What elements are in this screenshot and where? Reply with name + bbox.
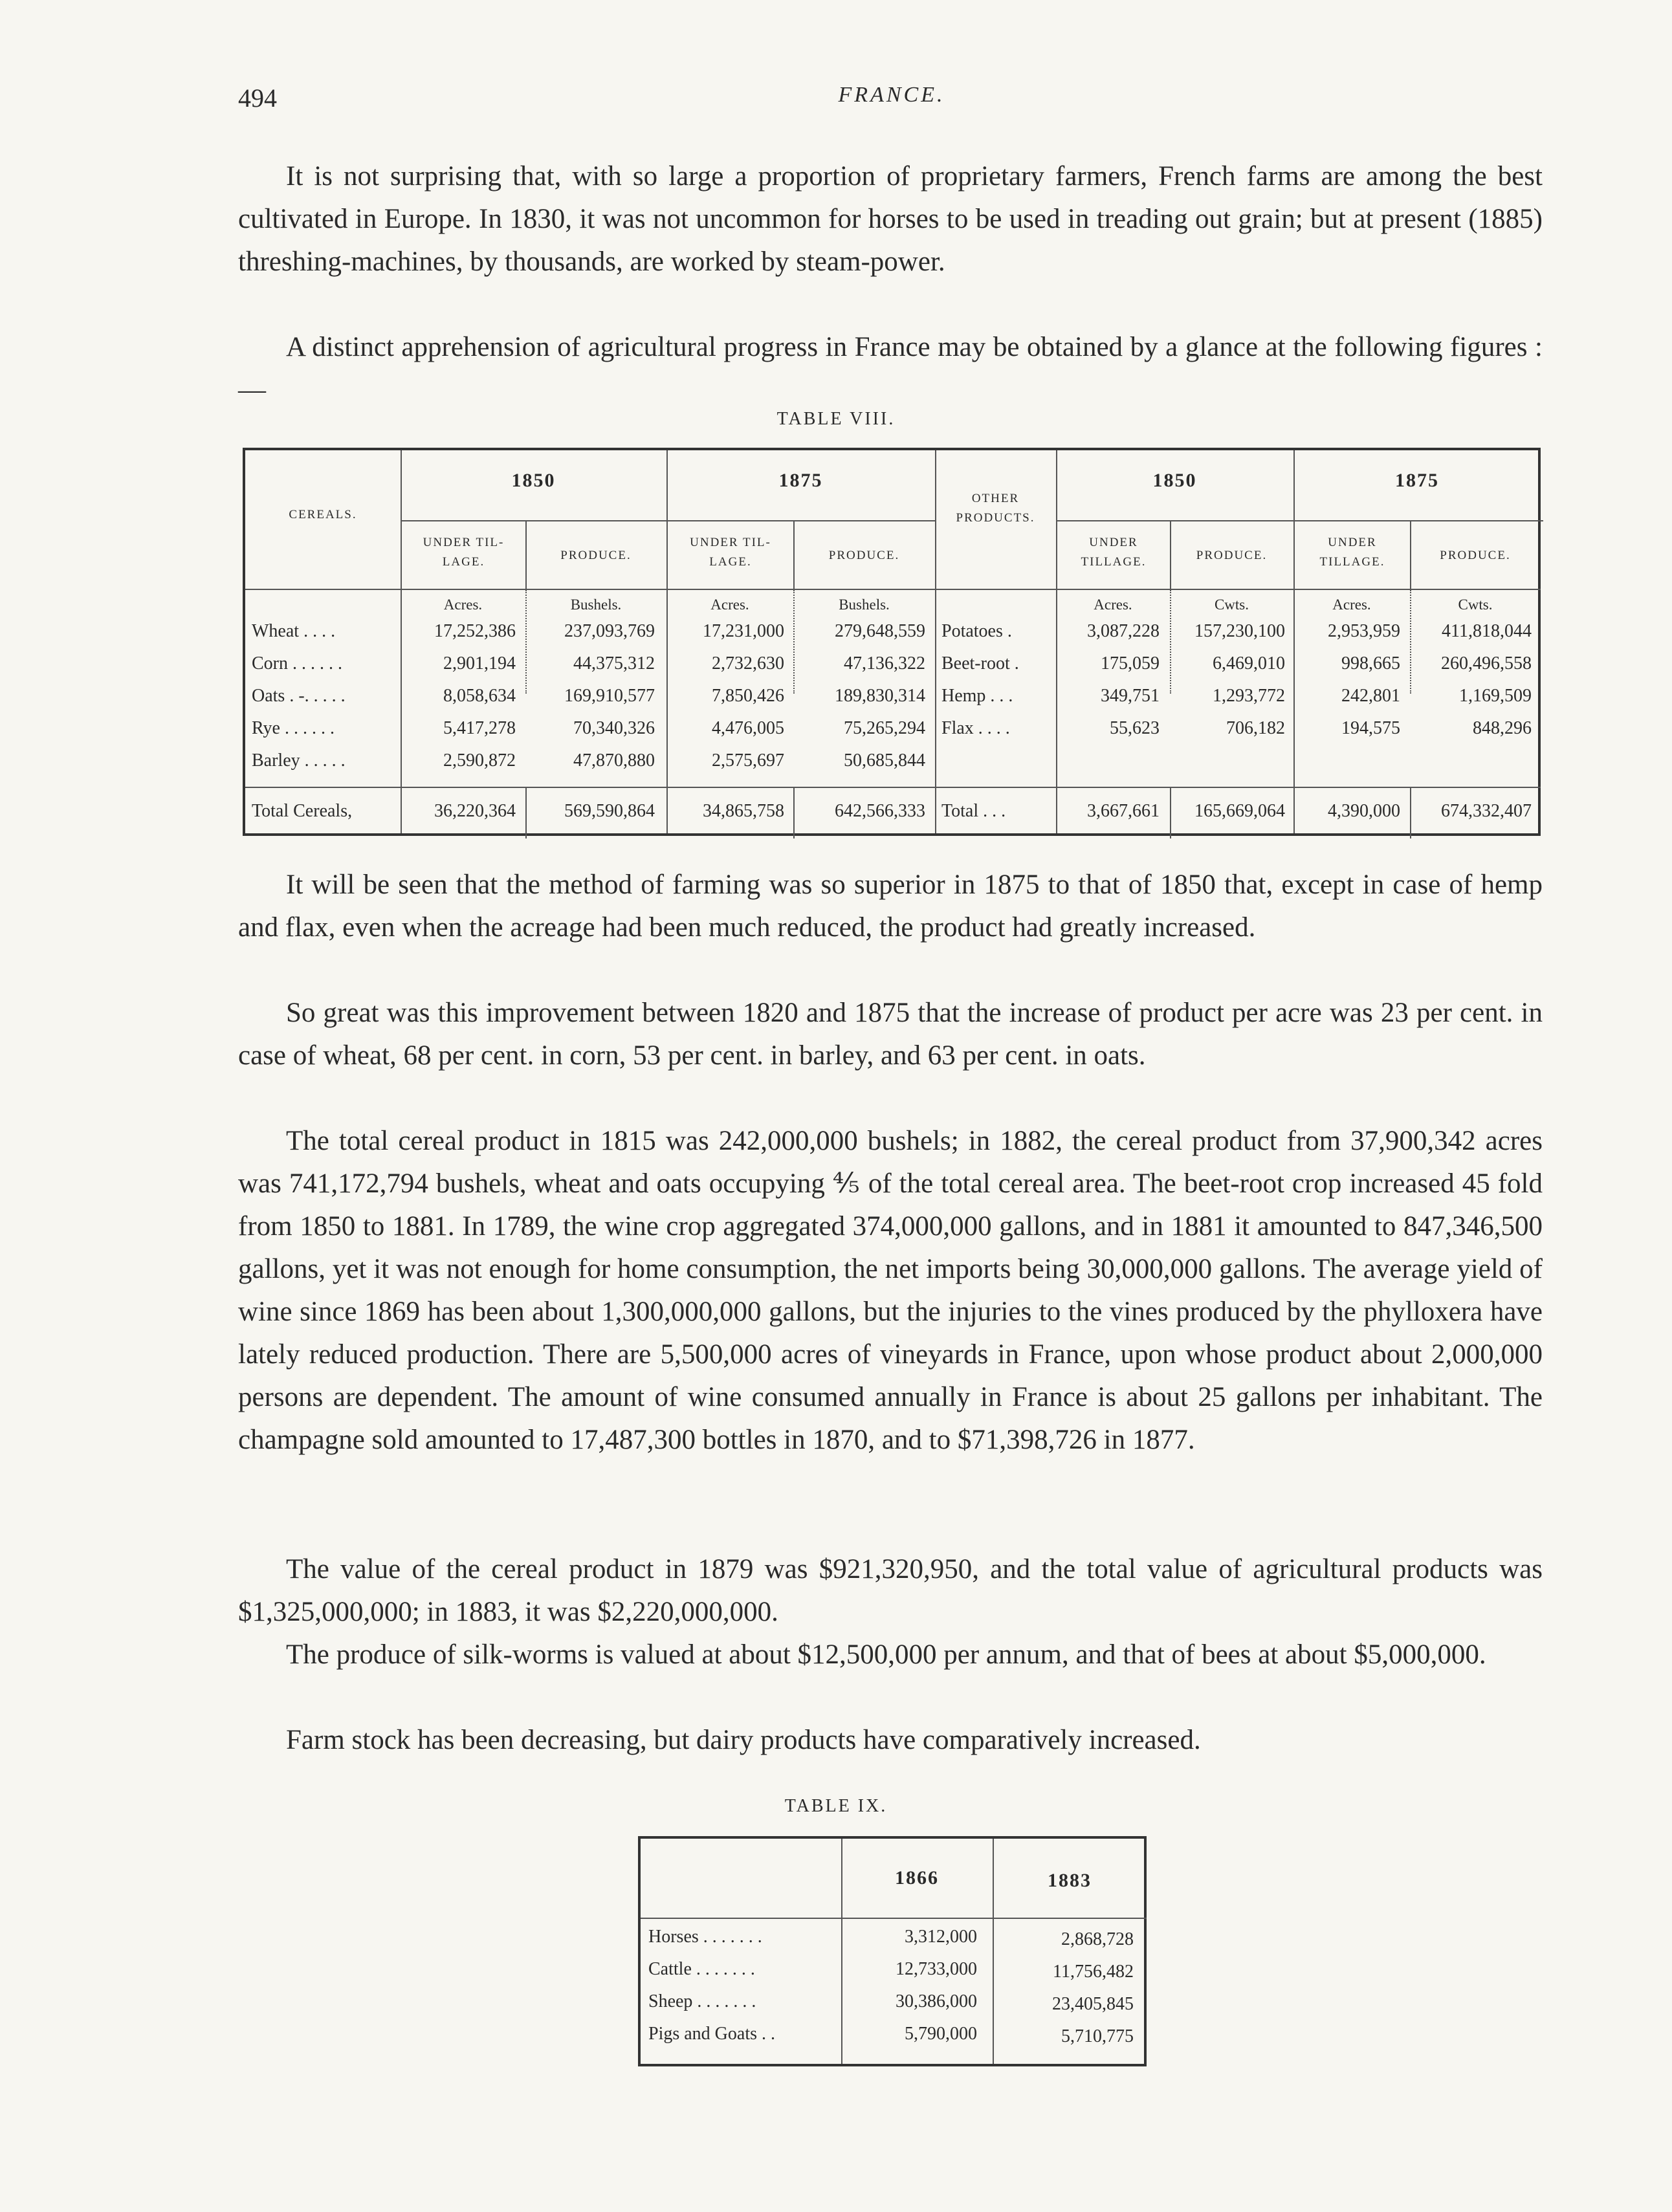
subheader: UNDER TIL-LAGE. [690, 536, 771, 569]
unit-label: Cwts. [1214, 597, 1249, 613]
subheader: PRODUCE. [1196, 549, 1268, 562]
table-cell: 279,648,559 [835, 621, 925, 641]
table-cell: 4,476,005 [712, 718, 784, 738]
paragraph: Farm stock has been decreasing, but dairy products have comparatively increased. [286, 1725, 1201, 1755]
table-cell: 189,830,314 [835, 686, 925, 706]
row-label: Horses . . . . . . . [648, 1927, 762, 1947]
divider [1293, 450, 1295, 833]
unit-label: Bushels. [839, 597, 890, 613]
table-cell: 848,296 [1473, 718, 1532, 738]
paragraph: So great was this improvement between 1820 and 1875 that the increase of product per acre was 23 per cent. in case of wheat, 68 per cent. in corn, 53 per cent. in barley, and 63 per cent. in oats. [238, 998, 1543, 1071]
year-header: 1850 [1152, 470, 1197, 491]
paragraph: The value of the cereal product in 1879 was $921,320,950, and the total value of agricultural products was $1,325,000,000; in 1883, it was $2,220,000,000. [238, 1554, 1543, 1627]
divider [641, 1918, 1147, 1919]
subheader: UNDER TILLAGE. [1081, 536, 1147, 569]
subheader: UNDER TIL-LAGE. [423, 536, 505, 569]
table-cell: 23,405,845 [1052, 1994, 1134, 2014]
row-label: Potatoes . [941, 621, 1012, 641]
table-cell: 1,169,509 [1459, 686, 1532, 706]
table-cell: 47,136,322 [844, 653, 925, 673]
table-cell: 2,732,630 [712, 653, 784, 673]
table-cell: 47,870,880 [573, 750, 655, 771]
table-cell: 11,756,482 [1053, 1962, 1134, 1982]
table-cell: 2,575,697 [712, 750, 784, 771]
subheader: PRODUCE. [560, 549, 632, 562]
table-cell: 237,093,769 [564, 621, 655, 641]
table-cell: 3,667,661 [1087, 801, 1160, 821]
table-cell: 5,790,000 [905, 2024, 977, 2044]
divider [666, 450, 668, 833]
running-title: FRANCE. [838, 83, 945, 107]
table-cell: 569,590,864 [564, 801, 655, 821]
row-label: Cattle . . . . . . . [648, 1959, 755, 1979]
table-cell: 70,340,326 [573, 718, 655, 738]
row-label: Oats . -. . . . . [252, 686, 346, 706]
table-cell: 3,312,000 [905, 1927, 977, 1947]
table-cell: 2,901,194 [443, 653, 516, 673]
subheader: PRODUCE. [828, 549, 900, 562]
table-cell: 169,910,577 [564, 686, 655, 706]
unit-label: Bushels. [570, 597, 622, 613]
table-cell: 2,590,872 [443, 750, 516, 771]
year-header: 1850 [511, 470, 556, 491]
table-ix [638, 1836, 1147, 2066]
divider [401, 450, 402, 833]
table-cell: 349,751 [1101, 686, 1160, 706]
divider [245, 589, 1541, 590]
paragraph: A distinct apprehension of agricultural progress in France may be obtained by a glance at the following figures : — [238, 332, 1543, 405]
table-cell: 30,386,000 [896, 1991, 977, 2011]
table-cell: 998,665 [1341, 653, 1400, 673]
table-cell: 8,058,634 [443, 686, 516, 706]
table-cell: 75,265,294 [844, 718, 925, 738]
row-label: Flax . . . . [941, 718, 1010, 738]
table-cell: 194,575 [1341, 718, 1400, 738]
row-label: Wheat . . . . [252, 621, 336, 641]
paragraph: The produce of silk-worms is valued at about $12,500,000 per annum, and that of bees at about $5,000,000. [286, 1639, 1486, 1670]
row-label: Hemp . . . [941, 686, 1013, 706]
table-viii [243, 448, 1541, 836]
table-cell: 34,865,758 [703, 801, 784, 821]
row-label: Corn . . . . . . [252, 653, 342, 673]
row-label: Barley . . . . . [252, 750, 346, 771]
table-cell: 157,230,100 [1194, 621, 1285, 641]
divider [1056, 520, 1543, 521]
table-cell: 260,496,558 [1441, 653, 1532, 673]
page-header [238, 83, 1545, 122]
unit-label: Acres. [710, 597, 749, 613]
row-label: Total . . . [941, 801, 1006, 821]
unit-label: Cwts. [1458, 597, 1493, 613]
table-cell: 55,623 [1110, 718, 1160, 738]
table-cell: 36,220,364 [434, 801, 516, 821]
unit-label: Acres. [443, 597, 483, 613]
row-label: Pigs and Goats . . [648, 2024, 775, 2044]
table-cell: 5,417,278 [443, 718, 516, 738]
paragraph: It will be seen that the method of farming was so superior in 1875 to that of 1850 that, except in case of hemp and flax, even when the acreage had been much reduced, the product had greatly increased. [238, 870, 1543, 943]
page-number: 494 [238, 83, 277, 113]
table-cell: 411,818,044 [1442, 621, 1532, 641]
row-label: Beet-root . [941, 653, 1019, 673]
table-cell: 642,566,333 [835, 801, 925, 821]
unit-label: Acres. [1332, 597, 1371, 613]
table-cell: 706,182 [1226, 718, 1285, 738]
year-header: 1875 [778, 470, 823, 491]
row-label: Rye . . . . . . [252, 718, 335, 738]
table-cell: 12,733,000 [896, 1959, 977, 1979]
row-label: Total Cereals, [252, 801, 353, 821]
table-cell: 50,685,844 [844, 750, 925, 771]
unit-label: Acres. [1094, 597, 1132, 613]
paragraph: The total cereal product in 1815 was 242,000,000 bushels; in 1882, the cereal product from 37,900,342 acres was 741,172,794 bushels, wheat and oats occupying ⅘ of the total cereal area. The beet-root crop increased 45 fold from 1850 to 1881. In 1789, the wine crop aggregated 374,000,000 gallons, and in 1881 it amounted to 847,346,500 gallons, yet it was not enough for home consumption, the net imports being 30,000,000 gallons. The average yield of wine since 1869 has been about 1,300,000,000 gallons, but the injuries to the vines produced by the phylloxera have lately reduced production. There are 5,500,000 acres of vineyards in France, upon whose product about 2,000,000 persons are dependent. The amount of wine consumed annually in France is about 25 gallons per inhabitant. The champagne sold amounted to 17,487,300 bottles in 1870, and to $71,398,726 in 1877. [238, 1126, 1543, 1455]
table-caption: TABLE IX. [784, 1796, 888, 1816]
year-header: 1866 [895, 1867, 939, 1889]
table-cell: 3,087,228 [1087, 621, 1160, 641]
divider [245, 787, 1541, 788]
table-cell: 1,293,772 [1213, 686, 1285, 706]
table-cell: 7,850,426 [712, 686, 784, 706]
table-cell: 175,059 [1101, 653, 1160, 673]
subheader: UNDER TILLAGE. [1319, 536, 1385, 569]
subheader: PRODUCE. [1440, 549, 1511, 562]
table-cell: 44,375,312 [573, 653, 655, 673]
divider [401, 520, 935, 521]
table-cell: 165,669,064 [1194, 801, 1285, 821]
table-caption: TABLE VIII. [776, 409, 896, 429]
table-cell: 4,390,000 [1328, 801, 1400, 821]
other-products-header: OTHER PRODUCTS. [956, 492, 1035, 525]
table-cell: 17,252,386 [434, 621, 516, 641]
paragraph: It is not surprising that, with so large a proportion of proprietary farmers, French farms are among the best cultivated in Europe. In 1830, it was not uncommon for horses to be used in treading out grain; but at present (1885) threshing-machines, by thousands, are worked by steam-power. [238, 161, 1543, 277]
table-cell: 6,469,010 [1213, 653, 1285, 673]
table-cell: 2,953,959 [1328, 621, 1400, 641]
year-header: 1883 [1048, 1870, 1092, 1891]
row-label: Sheep . . . . . . . [648, 1991, 756, 2011]
table-cell: 2,868,728 [1061, 1929, 1134, 1949]
table-cell: 242,801 [1341, 686, 1400, 706]
table-cell: 5,710,775 [1061, 2026, 1134, 2046]
divider [1056, 450, 1057, 833]
table-cell: 17,231,000 [703, 621, 784, 641]
table-cell: 674,332,407 [1441, 801, 1532, 821]
cereals-header: CEREALS. [289, 508, 357, 521]
year-header: 1875 [1395, 470, 1439, 491]
